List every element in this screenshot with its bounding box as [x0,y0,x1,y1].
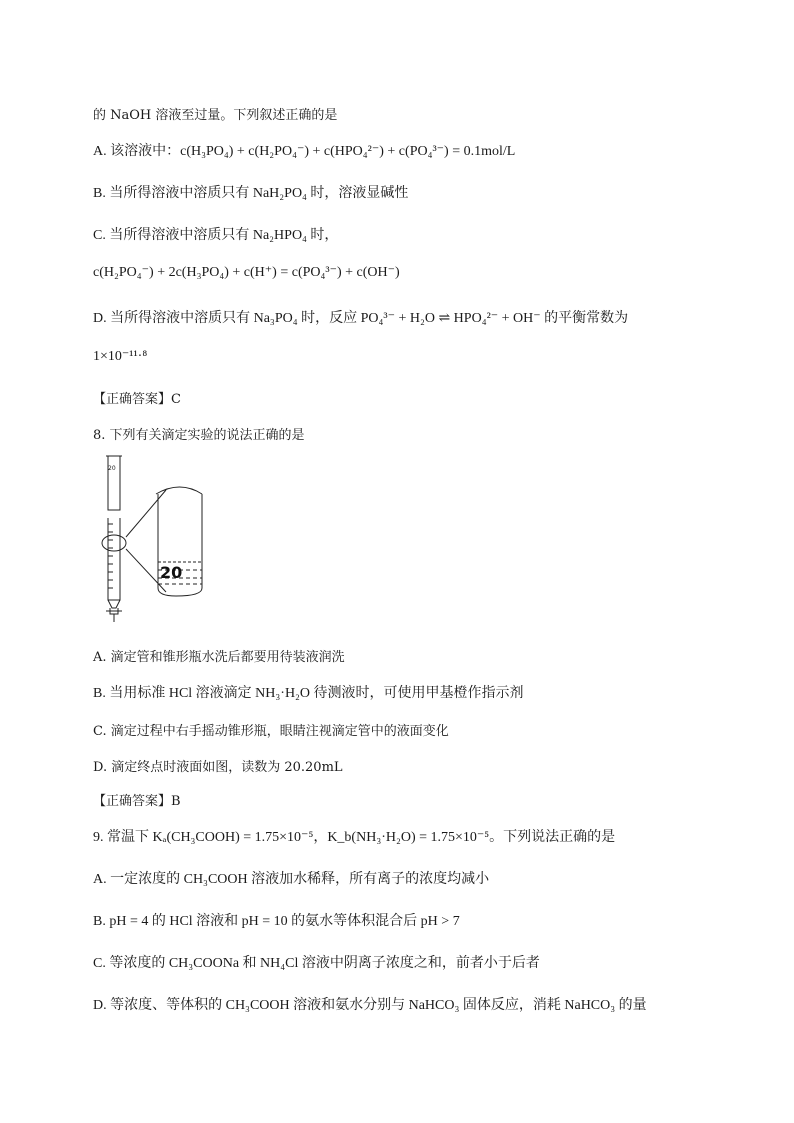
q9-option-c: C. 等浓度的 CH₃COONa 和 NH₄Cl 溶液中阴离子浓度之和，前者小于后者 [93,956,540,971]
q9-option-b: B. pH = 4 的 HCl 溶液和 pH = 10 的氨水等体积混合后 pH > 7 [93,914,460,929]
burette-label-top: 20 [108,465,116,472]
q9-stem: 9. 常温下 Kₐ(CH₃COOH) = 1.75×10⁻⁵，K_b(NH₃·H₂O) = 1.75×10⁻⁵。下列说法正确的是 [93,830,616,845]
q8-option-a: A. 滴定管和锥形瓶水洗后都要用待装液润洗 [93,650,345,665]
q7-option-d: D. 当所得溶液中溶质只有 Na₃PO₄ 时，反应 PO₄³⁻ + H₂O ⇌ HPO₄²⁻ + OH⁻ 的平衡常数为 [93,311,629,326]
enlarged-reading: 20 [160,563,183,582]
q7-option-c-equation: c(H₂PO₄⁻) + 2c(H₃PO₄) + c(H⁺) = c(PO₄³⁻) + c(OH⁻) [93,265,400,280]
q7-option-b: B. 当所得溶液中溶质只有 NaH₂PO₄ 时，溶液显碱性 [93,186,409,201]
q8-option-d: D. 滴定终点时液面如图，读数为 20.20mL [93,760,343,775]
burette-figure [96,452,212,624]
q8-stem: 8. 下列有关滴定实验的说法正确的是 [93,428,305,443]
q7-option-a: A. 该溶液中：c(H₃PO₄) + c(H₂PO₄⁻) + c(HPO₄²⁻) + c(PO₄³⁻) = 0.1mol/L [93,144,516,159]
q7-intro: 的 NaOH 溶液至过量。下列叙述正确的是 [93,108,338,123]
q9-option-a: A. 一定浓度的 CH₃COOH 溶液加水稀释，所有离子的浓度均减小 [93,872,490,887]
q8-option-c: C. 滴定过程中右手摇动锥形瓶，眼睛注视滴定管中的液面变化 [93,724,449,739]
q7-answer: 【正确答案】C [93,392,181,407]
magnifier-ellipse [102,535,126,551]
q7-option-d-value: 1×10⁻¹¹·⁸ [93,349,148,364]
q9-option-d: D. 等浓度、等体积的 CH₃COOH 溶液和氨水分别与 NaHCO₃ 固体反应，消耗 NaHCO₃ 的量 [93,998,647,1013]
q8-answer: 【正确答案】B [93,794,181,809]
q7-option-c: C. 当所得溶液中溶质只有 Na₂HPO₄ 时， [93,228,339,243]
q8-option-b: B. 当用标准 HCl 溶液滴定 NH₃·H₂O 待测液时，可使用甲基橙作指示剂 [93,686,524,701]
